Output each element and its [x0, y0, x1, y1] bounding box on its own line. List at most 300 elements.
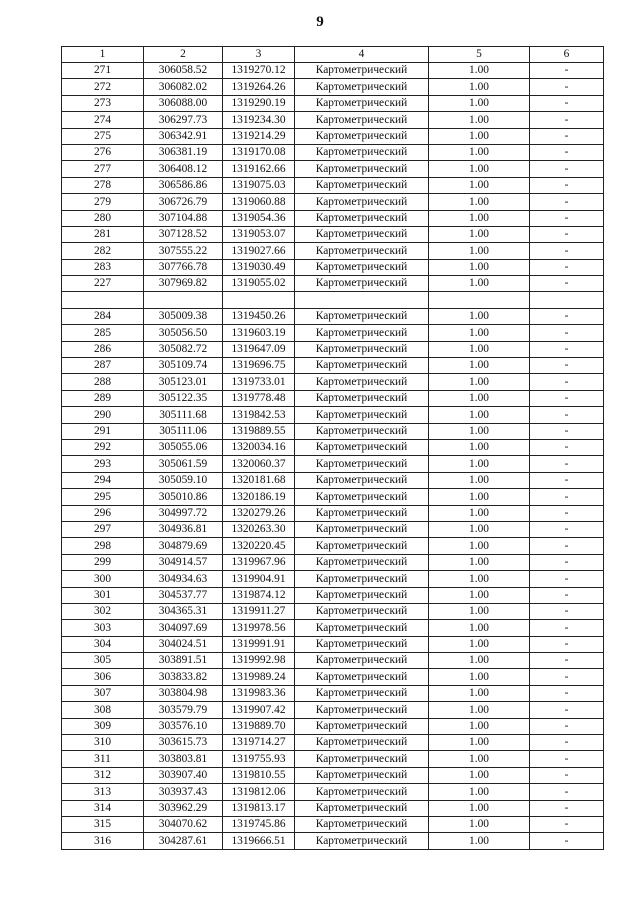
description-cell: -: [530, 161, 604, 177]
accuracy-cell: 1.00: [429, 702, 530, 718]
point-number-cell: 315: [62, 816, 144, 832]
accuracy-cell: 1.00: [429, 685, 530, 701]
method-cell: Картометрический: [295, 210, 429, 226]
description-cell: -: [530, 669, 604, 685]
description-cell: -: [530, 735, 604, 751]
description-cell: -: [530, 407, 604, 423]
method-cell: Картометрический: [295, 194, 429, 210]
x-coordinate-cell: 307104.88: [144, 210, 223, 226]
method-cell: Картометрический: [295, 636, 429, 652]
point-number-cell: 273: [62, 95, 144, 111]
accuracy-cell: 1.00: [429, 243, 530, 259]
method-cell: Картометрический: [295, 95, 429, 111]
x-coordinate-cell: 305061.59: [144, 456, 223, 472]
accuracy-cell: 1.00: [429, 112, 530, 128]
description-cell: -: [530, 653, 604, 669]
point-number-cell: 313: [62, 784, 144, 800]
accuracy-cell: 1.00: [429, 439, 530, 455]
description-cell: -: [530, 472, 604, 488]
y-coordinate-cell: 1319810.55: [223, 767, 295, 783]
description-cell: -: [530, 226, 604, 242]
accuracy-cell: 1.00: [429, 669, 530, 685]
x-coordinate-cell: 304537.77: [144, 587, 223, 603]
method-cell: Картометрический: [295, 439, 429, 455]
page-number: 9: [316, 14, 324, 30]
x-coordinate-cell: 306297.73: [144, 112, 223, 128]
x-coordinate-cell: 304997.72: [144, 505, 223, 521]
table-row: [62, 439, 604, 455]
method-cell: Картометрический: [295, 751, 429, 767]
y-coordinate-cell: 1319714.27: [223, 735, 295, 751]
table-row: [62, 833, 604, 849]
description-cell: -: [530, 194, 604, 210]
point-number-cell: 285: [62, 325, 144, 341]
method-cell: Картометрический: [295, 833, 429, 849]
accuracy-cell: 1.00: [429, 226, 530, 242]
point-number-cell: [62, 292, 144, 308]
accuracy-cell: 1.00: [429, 194, 530, 210]
accuracy-cell: 1.00: [429, 816, 530, 832]
x-coordinate-cell: 303962.29: [144, 800, 223, 816]
description-cell: -: [530, 390, 604, 406]
method-cell: Картометрический: [295, 603, 429, 619]
table-header-row: [62, 47, 604, 63]
table-row: [62, 669, 604, 685]
table-row: [62, 816, 604, 832]
table-row: [62, 521, 604, 537]
point-number-cell: 276: [62, 144, 144, 160]
description-cell: -: [530, 374, 604, 390]
description-cell: -: [530, 456, 604, 472]
accuracy-cell: 1.00: [429, 79, 530, 95]
point-number-cell: 227: [62, 276, 144, 292]
accuracy-cell: 1.00: [429, 276, 530, 292]
point-number-cell: 311: [62, 751, 144, 767]
table-row: [62, 144, 604, 160]
y-coordinate-cell: 1319027.66: [223, 243, 295, 259]
y-coordinate-cell: 1320220.45: [223, 538, 295, 554]
y-coordinate-cell: 1319874.12: [223, 587, 295, 603]
table-row: [62, 276, 604, 292]
table-row: [62, 112, 604, 128]
point-number-cell: 310: [62, 735, 144, 751]
table-row: [62, 128, 604, 144]
column-header: 6: [530, 47, 604, 63]
point-number-cell: 288: [62, 374, 144, 390]
description-cell: -: [530, 177, 604, 193]
x-coordinate-cell: 304936.81: [144, 521, 223, 537]
table-row: [62, 308, 604, 324]
x-coordinate-cell: 305059.10: [144, 472, 223, 488]
description-cell: -: [530, 276, 604, 292]
x-coordinate-cell: 305111.06: [144, 423, 223, 439]
y-coordinate-cell: 1319290.19: [223, 95, 295, 111]
point-number-cell: 316: [62, 833, 144, 849]
description-cell: -: [530, 833, 604, 849]
y-coordinate-cell: 1319745.86: [223, 816, 295, 832]
column-header: 4: [295, 47, 429, 63]
description-cell: -: [530, 603, 604, 619]
point-number-cell: 289: [62, 390, 144, 406]
method-cell: Картометрический: [295, 489, 429, 505]
x-coordinate-cell: 305055.06: [144, 439, 223, 455]
point-number-cell: 294: [62, 472, 144, 488]
y-coordinate-cell: 1319813.17: [223, 800, 295, 816]
point-number-cell: 283: [62, 259, 144, 275]
description-cell: -: [530, 358, 604, 374]
method-cell: Картометрический: [295, 407, 429, 423]
method-cell: Картометрический: [295, 653, 429, 669]
accuracy-cell: 1.00: [429, 521, 530, 537]
table-row: [62, 374, 604, 390]
point-number-cell: 277: [62, 161, 144, 177]
x-coordinate-cell: 305082.72: [144, 341, 223, 357]
table-body: [62, 47, 604, 850]
description-cell: -: [530, 243, 604, 259]
accuracy-cell: 1.00: [429, 505, 530, 521]
x-coordinate-cell: 306082.02: [144, 79, 223, 95]
accuracy-cell: 1.00: [429, 161, 530, 177]
y-coordinate-cell: 1319907.42: [223, 702, 295, 718]
method-cell: Картометрический: [295, 718, 429, 734]
x-coordinate-cell: 306381.19: [144, 144, 223, 160]
x-coordinate-cell: 303937.43: [144, 784, 223, 800]
table-row: [62, 423, 604, 439]
point-number-cell: 301: [62, 587, 144, 603]
description-cell: -: [530, 210, 604, 226]
accuracy-cell: 1.00: [429, 472, 530, 488]
x-coordinate-cell: 304070.62: [144, 816, 223, 832]
description-cell: -: [530, 538, 604, 554]
accuracy-cell: 1.00: [429, 587, 530, 603]
method-cell: Картометрический: [295, 587, 429, 603]
method-cell: Картометрический: [295, 554, 429, 570]
x-coordinate-cell: 304879.69: [144, 538, 223, 554]
method-cell: Картометрический: [295, 308, 429, 324]
point-number-cell: 300: [62, 571, 144, 587]
method-cell: Картометрический: [295, 358, 429, 374]
method-cell: Картометрический: [295, 79, 429, 95]
method-cell: Картометрический: [295, 325, 429, 341]
y-coordinate-cell: 1319234.30: [223, 112, 295, 128]
table-row: [62, 210, 604, 226]
y-coordinate-cell: 1319214.29: [223, 128, 295, 144]
description-cell: -: [530, 144, 604, 160]
column-header: 3: [223, 47, 295, 63]
method-cell: Картометрический: [295, 685, 429, 701]
x-coordinate-cell: 303891.51: [144, 653, 223, 669]
x-coordinate-cell: 306726.79: [144, 194, 223, 210]
point-number-cell: 312: [62, 767, 144, 783]
x-coordinate-cell: 304287.61: [144, 833, 223, 849]
x-coordinate-cell: 303804.98: [144, 685, 223, 701]
method-cell: Картометрический: [295, 702, 429, 718]
point-number-cell: 282: [62, 243, 144, 259]
table-row: [62, 79, 604, 95]
method-cell: [295, 292, 429, 308]
accuracy-cell: [429, 292, 530, 308]
y-coordinate-cell: 1319889.55: [223, 423, 295, 439]
point-number-cell: 275: [62, 128, 144, 144]
description-cell: -: [530, 685, 604, 701]
x-coordinate-cell: 305009.38: [144, 308, 223, 324]
y-coordinate-cell: 1319983.36: [223, 685, 295, 701]
description-cell: -: [530, 767, 604, 783]
description-cell: -: [530, 521, 604, 537]
x-coordinate-cell: [144, 292, 223, 308]
table-row: [62, 751, 604, 767]
y-coordinate-cell: 1320060.37: [223, 456, 295, 472]
table-row: [62, 489, 604, 505]
accuracy-cell: 1.00: [429, 751, 530, 767]
method-cell: Картометрический: [295, 63, 429, 79]
x-coordinate-cell: 304365.31: [144, 603, 223, 619]
y-coordinate-cell: 1319270.12: [223, 63, 295, 79]
description-cell: -: [530, 259, 604, 275]
point-number-cell: 304: [62, 636, 144, 652]
y-coordinate-cell: 1319075.03: [223, 177, 295, 193]
method-cell: Картометрический: [295, 112, 429, 128]
description-cell: -: [530, 636, 604, 652]
y-coordinate-cell: 1319904.91: [223, 571, 295, 587]
x-coordinate-cell: 303576.10: [144, 718, 223, 734]
accuracy-cell: 1.00: [429, 407, 530, 423]
point-number-cell: 281: [62, 226, 144, 242]
method-cell: Картометрический: [295, 243, 429, 259]
method-cell: Картометрический: [295, 800, 429, 816]
method-cell: Картометрический: [295, 276, 429, 292]
x-coordinate-cell: 305109.74: [144, 358, 223, 374]
accuracy-cell: 1.00: [429, 620, 530, 636]
y-coordinate-cell: [223, 292, 295, 308]
y-coordinate-cell: 1319030.49: [223, 259, 295, 275]
point-number-cell: 274: [62, 112, 144, 128]
x-coordinate-cell: 307766.78: [144, 259, 223, 275]
point-number-cell: 308: [62, 702, 144, 718]
description-cell: -: [530, 718, 604, 734]
description-cell: -: [530, 587, 604, 603]
accuracy-cell: 1.00: [429, 423, 530, 439]
description-cell: -: [530, 554, 604, 570]
x-coordinate-cell: 305111.68: [144, 407, 223, 423]
table-row: [62, 636, 604, 652]
method-cell: Картометрический: [295, 784, 429, 800]
point-number-cell: 297: [62, 521, 144, 537]
description-cell: -: [530, 112, 604, 128]
point-number-cell: 291: [62, 423, 144, 439]
point-number-cell: 278: [62, 177, 144, 193]
table-row: [62, 358, 604, 374]
point-number-cell: 280: [62, 210, 144, 226]
accuracy-cell: 1.00: [429, 800, 530, 816]
y-coordinate-cell: 1319889.70: [223, 718, 295, 734]
column-header: 2: [144, 47, 223, 63]
accuracy-cell: 1.00: [429, 144, 530, 160]
y-coordinate-cell: 1319842.53: [223, 407, 295, 423]
table-row: [62, 407, 604, 423]
x-coordinate-cell: 304934.63: [144, 571, 223, 587]
y-coordinate-cell: 1319992.98: [223, 653, 295, 669]
point-number-cell: 307: [62, 685, 144, 701]
accuracy-cell: 1.00: [429, 784, 530, 800]
method-cell: Картометрический: [295, 669, 429, 685]
description-cell: -: [530, 128, 604, 144]
description-cell: -: [530, 571, 604, 587]
table-row: [62, 653, 604, 669]
y-coordinate-cell: 1319967.96: [223, 554, 295, 570]
x-coordinate-cell: 304914.57: [144, 554, 223, 570]
method-cell: Картометрический: [295, 374, 429, 390]
point-number-cell: 293: [62, 456, 144, 472]
y-coordinate-cell: 1319989.24: [223, 669, 295, 685]
accuracy-cell: 1.00: [429, 538, 530, 554]
accuracy-cell: 1.00: [429, 653, 530, 669]
method-cell: Картометрический: [295, 341, 429, 357]
point-number-cell: 290: [62, 407, 144, 423]
method-cell: Картометрический: [295, 423, 429, 439]
y-coordinate-cell: 1319696.75: [223, 358, 295, 374]
point-number-cell: 303: [62, 620, 144, 636]
table-row: [62, 587, 604, 603]
accuracy-cell: 1.00: [429, 259, 530, 275]
y-coordinate-cell: 1319991.91: [223, 636, 295, 652]
accuracy-cell: 1.00: [429, 554, 530, 570]
x-coordinate-cell: 306058.52: [144, 63, 223, 79]
accuracy-cell: 1.00: [429, 456, 530, 472]
method-cell: Картометрический: [295, 128, 429, 144]
y-coordinate-cell: 1319603.19: [223, 325, 295, 341]
y-coordinate-cell: 1320034.16: [223, 439, 295, 455]
point-number-cell: 299: [62, 554, 144, 570]
description-cell: -: [530, 341, 604, 357]
accuracy-cell: 1.00: [429, 390, 530, 406]
y-coordinate-cell: 1319162.66: [223, 161, 295, 177]
y-coordinate-cell: 1319978.56: [223, 620, 295, 636]
accuracy-cell: 1.00: [429, 767, 530, 783]
description-cell: -: [530, 816, 604, 832]
table-row: [62, 63, 604, 79]
description-cell: -: [530, 63, 604, 79]
description-cell: -: [530, 325, 604, 341]
y-coordinate-cell: 1320186.19: [223, 489, 295, 505]
point-number-cell: 309: [62, 718, 144, 734]
table-row: [62, 472, 604, 488]
point-number-cell: 272: [62, 79, 144, 95]
y-coordinate-cell: 1319170.08: [223, 144, 295, 160]
x-coordinate-cell: 304024.51: [144, 636, 223, 652]
table-row: [62, 226, 604, 242]
method-cell: Картометрический: [295, 571, 429, 587]
method-cell: Картометрический: [295, 259, 429, 275]
method-cell: Картометрический: [295, 456, 429, 472]
y-coordinate-cell: 1320181.68: [223, 472, 295, 488]
method-cell: Картометрический: [295, 144, 429, 160]
column-header: 1: [62, 47, 144, 63]
y-coordinate-cell: 1319060.88: [223, 194, 295, 210]
accuracy-cell: 1.00: [429, 833, 530, 849]
description-cell: -: [530, 751, 604, 767]
table-row: [62, 341, 604, 357]
table-row: [62, 685, 604, 701]
description-cell: -: [530, 489, 604, 505]
x-coordinate-cell: 305010.86: [144, 489, 223, 505]
y-coordinate-cell: 1319755.93: [223, 751, 295, 767]
y-coordinate-cell: 1319666.51: [223, 833, 295, 849]
method-cell: Картометрический: [295, 390, 429, 406]
point-number-cell: 279: [62, 194, 144, 210]
table-row: [62, 390, 604, 406]
point-number-cell: 295: [62, 489, 144, 505]
column-header: 5: [429, 47, 530, 63]
accuracy-cell: 1.00: [429, 210, 530, 226]
accuracy-cell: 1.00: [429, 489, 530, 505]
accuracy-cell: 1.00: [429, 341, 530, 357]
point-number-cell: 314: [62, 800, 144, 816]
table-row: [62, 177, 604, 193]
table-row: [62, 784, 604, 800]
table-row: [62, 161, 604, 177]
x-coordinate-cell: 303615.73: [144, 735, 223, 751]
y-coordinate-cell: 1319054.36: [223, 210, 295, 226]
description-cell: -: [530, 800, 604, 816]
y-coordinate-cell: 1319450.26: [223, 308, 295, 324]
description-cell: -: [530, 95, 604, 111]
accuracy-cell: 1.00: [429, 374, 530, 390]
x-coordinate-cell: 303907.40: [144, 767, 223, 783]
description-cell: [530, 292, 604, 308]
accuracy-cell: 1.00: [429, 63, 530, 79]
x-coordinate-cell: 306408.12: [144, 161, 223, 177]
table-row: [62, 292, 604, 308]
method-cell: Картометрический: [295, 521, 429, 537]
method-cell: Картометрический: [295, 472, 429, 488]
table-row: [62, 325, 604, 341]
accuracy-cell: 1.00: [429, 735, 530, 751]
accuracy-cell: 1.00: [429, 177, 530, 193]
method-cell: Картометрический: [295, 538, 429, 554]
y-coordinate-cell: 1319647.09: [223, 341, 295, 357]
y-coordinate-cell: 1319778.48: [223, 390, 295, 406]
table-row: [62, 735, 604, 751]
x-coordinate-cell: 303579.79: [144, 702, 223, 718]
table-row: [62, 620, 604, 636]
accuracy-cell: 1.00: [429, 128, 530, 144]
table-row: [62, 767, 604, 783]
description-cell: -: [530, 784, 604, 800]
accuracy-cell: 1.00: [429, 636, 530, 652]
description-cell: -: [530, 79, 604, 95]
point-number-cell: 287: [62, 358, 144, 374]
table-row: [62, 571, 604, 587]
x-coordinate-cell: 305122.35: [144, 390, 223, 406]
y-coordinate-cell: 1319053.07: [223, 226, 295, 242]
x-coordinate-cell: 303803.81: [144, 751, 223, 767]
y-coordinate-cell: 1319055.02: [223, 276, 295, 292]
x-coordinate-cell: 306342.91: [144, 128, 223, 144]
accuracy-cell: 1.00: [429, 603, 530, 619]
table-row: [62, 95, 604, 111]
table-row: [62, 194, 604, 210]
accuracy-cell: 1.00: [429, 95, 530, 111]
x-coordinate-cell: 305123.01: [144, 374, 223, 390]
point-number-cell: 284: [62, 308, 144, 324]
point-number-cell: 286: [62, 341, 144, 357]
method-cell: Картометрический: [295, 505, 429, 521]
accuracy-cell: 1.00: [429, 308, 530, 324]
method-cell: Картометрический: [295, 735, 429, 751]
y-coordinate-cell: 1319911.27: [223, 603, 295, 619]
table-row: [62, 718, 604, 734]
